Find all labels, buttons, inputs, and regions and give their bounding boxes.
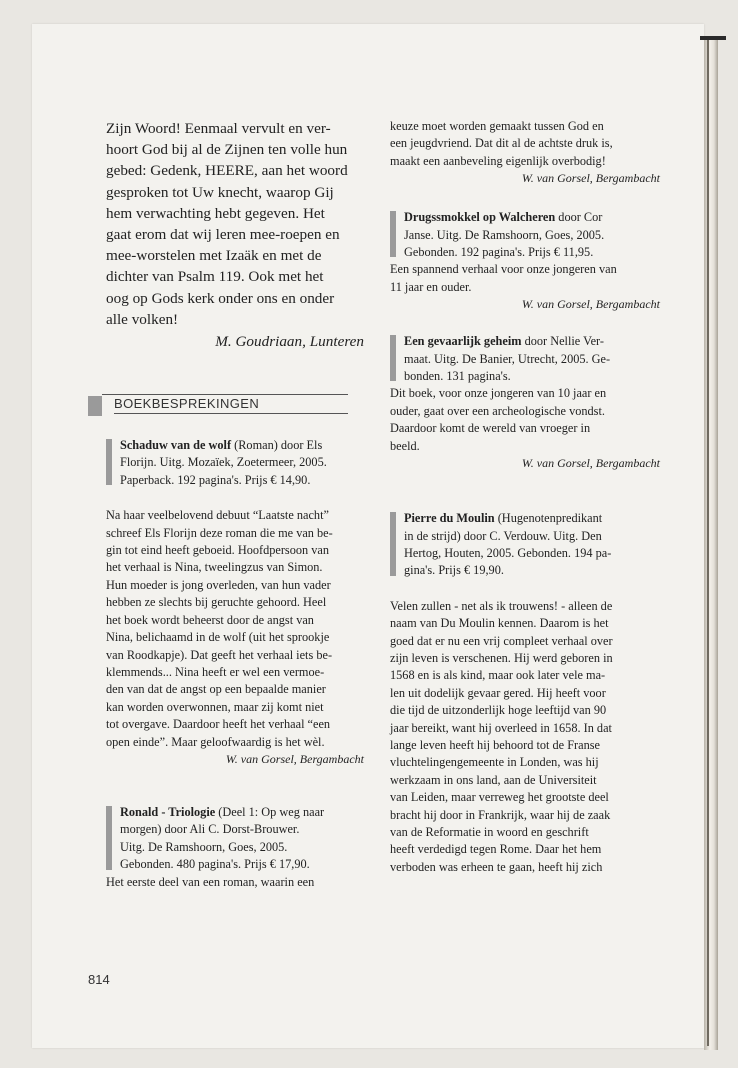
review-heading-drugs: [390, 209, 660, 261]
review-marker: [390, 512, 396, 576]
review-body-moulin: [390, 598, 660, 877]
body-line: naam van Du Moulin kennen. Daarom is het: [390, 616, 609, 631]
review-heading-schaduw: [106, 437, 364, 489]
review-meta: Paperback. 192 pagina's. Prijs € 14,90.: [120, 472, 311, 487]
poem-line: oog op Gods kerk onder ons en onder: [106, 289, 335, 307]
review-meta: Hertog, Houten, 2005. Gebonden. 194 pa-: [404, 545, 612, 560]
review-meta: Florijn. Uitg. Mozaïek, Zoetermeer, 2005.: [120, 455, 327, 470]
section-header: [88, 392, 364, 422]
review-meta: maat. Uitg. De Banier, Utrecht, 2005. Ge-: [404, 351, 611, 366]
review-marker: [390, 335, 396, 381]
review-body-drugs: [390, 261, 660, 296]
poem-line: dichter van Psalm 119. Ook met het: [106, 268, 324, 286]
review-meta: in de strijd) door C. Verdouw. Uitg. Den: [404, 528, 602, 543]
review-body-geheim: [390, 385, 660, 455]
review-body-ronald: [106, 874, 364, 891]
body-line: keuze moet worden gemaakt tussen God en: [390, 119, 604, 133]
review-title: Drugssmokkel op Walcheren: [404, 210, 556, 225]
body-line: maakt een aanbeveling eigenlijk overbodig!: [390, 153, 606, 168]
body-line: van Roodkapje). Dat geeft het verhaal iets be-: [106, 647, 333, 662]
body-line: het verhaal is Nina, tweelingzus van Simon.: [106, 560, 323, 575]
right-column: [390, 118, 660, 876]
poem-text: [106, 118, 364, 330]
body-line: lange leven heeft hij behoord tot de Franse: [390, 737, 601, 752]
body-line: goed dat er nu een vrij compleet verhaal over: [390, 633, 613, 648]
body-line: een jeugdvriend. Dat dit al de achtste druk is,: [390, 136, 613, 151]
body-line: van Leiden, maar verreweg het grootste deel: [390, 790, 609, 805]
review-meta: Gebonden. 192 pagina's. Prijs € 11,95.: [404, 245, 594, 260]
review-meta: morgen) door Ali C. Dorst-Brouwer.: [120, 822, 300, 837]
review-meta: door Nellie Ver-: [521, 334, 605, 349]
body-line: kan worden overwonnen, maar zij komt niet: [106, 699, 324, 714]
body-line: den van dat de angst op een bepaalde manier: [106, 682, 326, 697]
body-line: bracht hij door in Frankrijk, waar hij de zaak: [390, 807, 611, 822]
body-line: beeld.: [390, 438, 420, 453]
review-meta: Gebonden. 480 pagina's. Prijs € 17,90.: [120, 857, 310, 872]
body-line: 1568 en is als kind, maar ook later vele ma-: [390, 668, 606, 683]
body-line: werkzaam in ons land, aan de Universiteit: [390, 772, 597, 787]
section-marker: [88, 396, 102, 416]
body-line: verboden was erheen te gaan, heeft hij zich: [390, 859, 603, 874]
review-meta: Janse. Uitg. De Ramshoorn, Goes, 2005.: [404, 227, 605, 242]
review-title: Ronald - Triologie: [120, 804, 216, 819]
review-marker: [106, 439, 112, 485]
review-marker: [106, 806, 112, 870]
review-meta: (Deel 1: Op weg naar: [215, 804, 325, 819]
poem-signature: M. Goudriaan, Lunteren: [215, 333, 364, 351]
review-meta: Uitg. De Ramshoorn, Goes, 2005.: [120, 839, 288, 854]
body-line: zijn leven is verschenen. Hij werd geboren in: [390, 650, 613, 665]
body-line: Dit boek, voor onze jongeren van 10 jaar en: [390, 386, 607, 401]
body-line: vluchtelingengemeente in Londen, was hij: [390, 755, 599, 770]
body-line: Een spannend verhaal voor onze jongeren van: [390, 262, 617, 277]
review-meta: (Roman) door Els: [231, 438, 323, 453]
body-line: het boek wordt beheerst door de angst van: [106, 612, 314, 627]
poem-line: gebed: Gedenk, HEERE, aan het woord: [106, 162, 348, 180]
poem-line: gesproken tot Uw knecht, waarop Gij: [106, 183, 334, 201]
body-line: Het eerste deel van een roman, waarin een: [106, 874, 315, 889]
body-line: van de Reformatie in woord en geschrift: [390, 825, 589, 839]
book-spine-top: [700, 36, 726, 40]
body-line: Nina, belichaamd in de wolf (uit het sprookje: [106, 630, 330, 645]
review-marker: [390, 211, 396, 257]
review-meta: bonden. 131 pagina's.: [404, 369, 511, 384]
body-line: Daardoor komt de wereld van vroeger in: [390, 421, 591, 436]
review-title: Pierre du Moulin: [404, 511, 495, 526]
review-heading-geheim: [390, 333, 660, 385]
body-line: gin tot eind heeft geboeid. Hoofdpersoon van: [106, 543, 329, 558]
review-body-ronald-continued: [390, 118, 660, 170]
poem-line: alle volken!: [106, 310, 179, 328]
poem-line: mee-worstelen met Izaäk en met de: [106, 247, 322, 265]
review-signature: W. van Gorsel, Bergambacht: [225, 751, 364, 766]
review-signature: W. van Gorsel, Bergambacht: [521, 171, 660, 186]
body-line: Hun moeder is jong overleden, van hun vader: [106, 577, 331, 592]
body-line: die tijd de uitzonderlijk hoge leeftijd van 90: [390, 703, 607, 718]
body-line: Na haar veelbelovend debuut “Laatste nacht”: [106, 508, 329, 523]
section-rule-top: [102, 394, 348, 395]
body-line: klemmends... Nina heeft er wel een vermoe-: [106, 664, 325, 679]
review-body-schaduw: [106, 507, 364, 751]
review-meta: gina's. Prijs € 19,90.: [404, 563, 504, 578]
book-spine-line: [707, 40, 709, 1046]
poem-line: hoort God bij al de Zijnen ten volle hun: [106, 141, 348, 159]
body-line: tot overgave. Daardoor heeft het verhaal “een: [106, 717, 331, 732]
body-line: open einde”. Maar geloofwaardig is het wèl.: [106, 734, 325, 749]
review-title: Een gevaarlijk geheim: [404, 334, 522, 349]
review-meta: (Hugenotenpredikant: [494, 511, 603, 526]
poem-line: hem verwachting hebt gegeven. Het: [106, 204, 325, 222]
review-signature: W. van Gorsel, Bergambacht: [521, 297, 660, 312]
section-rule-bottom: [114, 413, 348, 414]
body-line: schreef Els Florijn deze roman die me van be-: [106, 525, 333, 540]
review-heading-ronald: [106, 804, 364, 874]
body-line: 11 jaar en ouder.: [390, 279, 472, 294]
section-title: BOEKBESPREKINGEN: [114, 396, 260, 412]
body-line: Velen zullen - net als ik trouwens! - alleen de: [390, 598, 613, 613]
page-number: 814: [88, 972, 110, 987]
body-line: heeft verdedigd tegen Rome. Daar het hem: [390, 842, 602, 857]
body-line: jaar bereikt, want hij overleed in 1658. In dat: [390, 720, 612, 735]
poem-line: gaat erom dat wij leren mee-roepen en: [106, 226, 340, 244]
review-heading-moulin: [390, 510, 660, 580]
poem-line: Zijn Woord! Eenmaal vervult en ver-: [106, 120, 331, 137]
review-title: Schaduw van de wolf: [120, 438, 232, 453]
left-column: [106, 118, 364, 891]
body-line: ouder, gaat over een archeologische vondst.: [390, 403, 605, 418]
review-meta: door Cor: [555, 210, 603, 225]
review-signature: W. van Gorsel, Bergambacht: [521, 456, 660, 471]
body-line: len uit dodelijk gevaar gered. Hij heeft voor: [390, 685, 606, 700]
body-line: hebben ze slechts bij geruchte gehoord. Heel: [106, 595, 327, 610]
